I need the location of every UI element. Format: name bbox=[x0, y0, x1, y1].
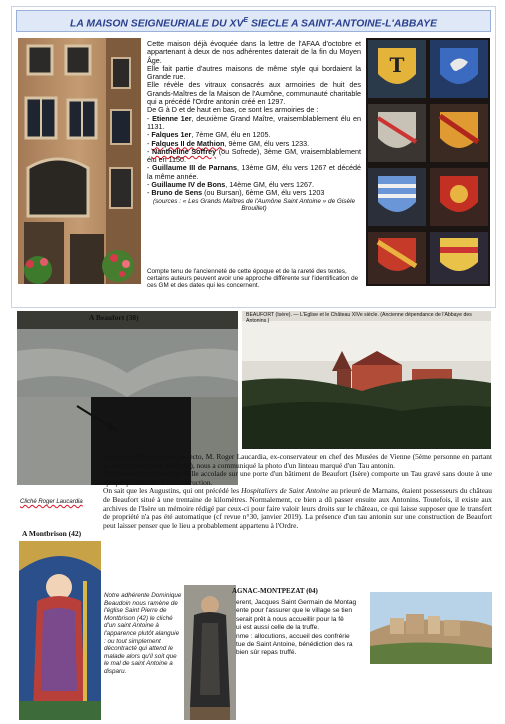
page-title: LA MAISON SEIGNEURIALE DU $XV^E$ SIECLE A SAINT-ANTOINE-L'ABBAYE bbox=[16, 10, 491, 32]
identification-note: Compte tenu de l'ancienneté de cette époque et de la rareté des textes, certains auteurs peuvent avoir une approche différente sur l'identification de ces GM et des dates qui les concernent. bbox=[147, 268, 359, 289]
gm-item: - Nantheline Soffrey (ou Sofrede), 3ème GM, vraisemblablement élu en 1150. bbox=[147, 146, 361, 165]
house-photo bbox=[18, 38, 141, 284]
gm-item: - Falques II de Mathion, 9ème GM, élu vers 1233. bbox=[147, 138, 310, 148]
svg-text:T: T bbox=[389, 53, 405, 77]
gm-item: - Guillaume III de Parnans, 13ème GM, élu vers 1267 et décédé la même année. bbox=[147, 163, 362, 181]
montpezat-village-photo bbox=[370, 592, 492, 664]
beaufort-postcard bbox=[242, 311, 491, 449]
montpezat-text: erent, Jacques Saint Germain de Montag ente pour l'assurer que le village se tien serait prêt à nous accueillir pour la fê ui est aussi celle de la truffe. nme : allocutions, accueil des confrérie tue de Saint Antoine, bénédiction des ra bien sûr repas truffé. bbox=[236, 599, 357, 657]
photo-credit: Cliché Roger Laucardia bbox=[20, 499, 83, 505]
saint-antoine-statue bbox=[184, 585, 236, 720]
beaufort-label: A Beaufort (38) bbox=[89, 313, 139, 322]
intro-paragraph-3: Elle révèle des vitraux consacrés aux armoiries de huit des Grands-Maîtres de la Maison de l'Aumône, communauté charitable qui a précédé l'Ordre antonin créé en 1297. bbox=[147, 80, 361, 107]
montbrison-label: A Montbrison (42) bbox=[22, 529, 82, 538]
montbrison-text: Notre adhérente Dominique Beaudoin nous ramène de l'église Saint Pierre de Montbrison (42) le cliché d'un saint Antoine à l'apparence plutôt alanguie : ou tout simplement décontracté qui attend le malade alors qu'il soit que le mal de saint Antoine a disparu. bbox=[104, 592, 182, 675]
intro-paragraph-2: Elle fait partie d'autres maisons de même style qui bordaient la Grande rue. bbox=[147, 63, 361, 82]
postcard-caption: BEAUFORT (Isère). — L'Eglise et le Château XIVe siècle. (Ancienne dépendance de l'Abbaye des Antonins.) bbox=[246, 312, 472, 324]
sources: (sources : « Les Grands Maîtres de l'Aumône Saint Antoine » de Gisèle Brouillet) bbox=[152, 197, 356, 212]
gm-item: - Etienne 1er, deuxième Grand Maître, vraisemblablement élu en 1131. bbox=[147, 113, 361, 131]
montpezat-label: AGNAC-MONTPEZAT (04) bbox=[232, 587, 318, 595]
shield-icon bbox=[440, 238, 478, 271]
intro-text bbox=[147, 40, 361, 212]
beaufort-paragraph-3: On sait que les Augustins, qui ont précédé les Hospitaliers de Saint Antoine au prieuré de Marnans, étaient possesseurs du château de Beaufort situé à une trentaine de kilomètres. Normalement, ce bien a dû passer ensuite aux Antonins. Toutefois, il existe aux archives de l'Isère un mémoire rédigé par ceux-ci pour faire valoir leurs droits sur le château, ce qui laisse supposer que le transfert de propriété n'a pas été automatique (cf revue n°30, janvier 2019). La présence d'un tau antonin sur une construction de Beaufort peut laisser penser que le lieu a probablement appartenu à l'Ordre. bbox=[103, 486, 492, 530]
saint-antoine-stained-glass bbox=[19, 541, 101, 720]
intro-paragraph-4: De G à D et de haut en bas, ce sont les armoiries de : bbox=[147, 105, 319, 115]
beaufort-paragraph-2: Ce linteau, en forme d'une belle accolade sur une porte d'un bâtiment de Beaufort (Isère) comporte un Tau gravé sans doute à une époque postérieure à sa construction. bbox=[103, 469, 492, 487]
gm-item: - Guillaume IV de Bons, 14ème GM, élu vers 1267. bbox=[147, 180, 314, 190]
stained-glass-panels bbox=[366, 38, 490, 286]
beaufort-text bbox=[103, 453, 492, 530]
gm-item: - Falques 1er, 7ème GM, élu en 1205. bbox=[147, 130, 271, 140]
gm-item: - Bruno de Sens (ou Bursan), 6ème GM, élu vers 1203 bbox=[147, 188, 325, 198]
beaufort-paragraph-1: Lors de la JNA évoquée au recto, M. Roger Laucardia, ex-conservateur en chef des Musées de Vienne (5ème personne en partant de la gauche en haut du diché), nous a communiqué la photo d'un linteau marqué d'un Tau antonin. bbox=[103, 452, 492, 470]
intro-paragraph-1: Cette maison déjà évoquée dans la lettre de l'AFAA d'octobre et appartenant à deux de nos adhérentes daterait de la fin du Moyen Âge. bbox=[147, 39, 361, 65]
